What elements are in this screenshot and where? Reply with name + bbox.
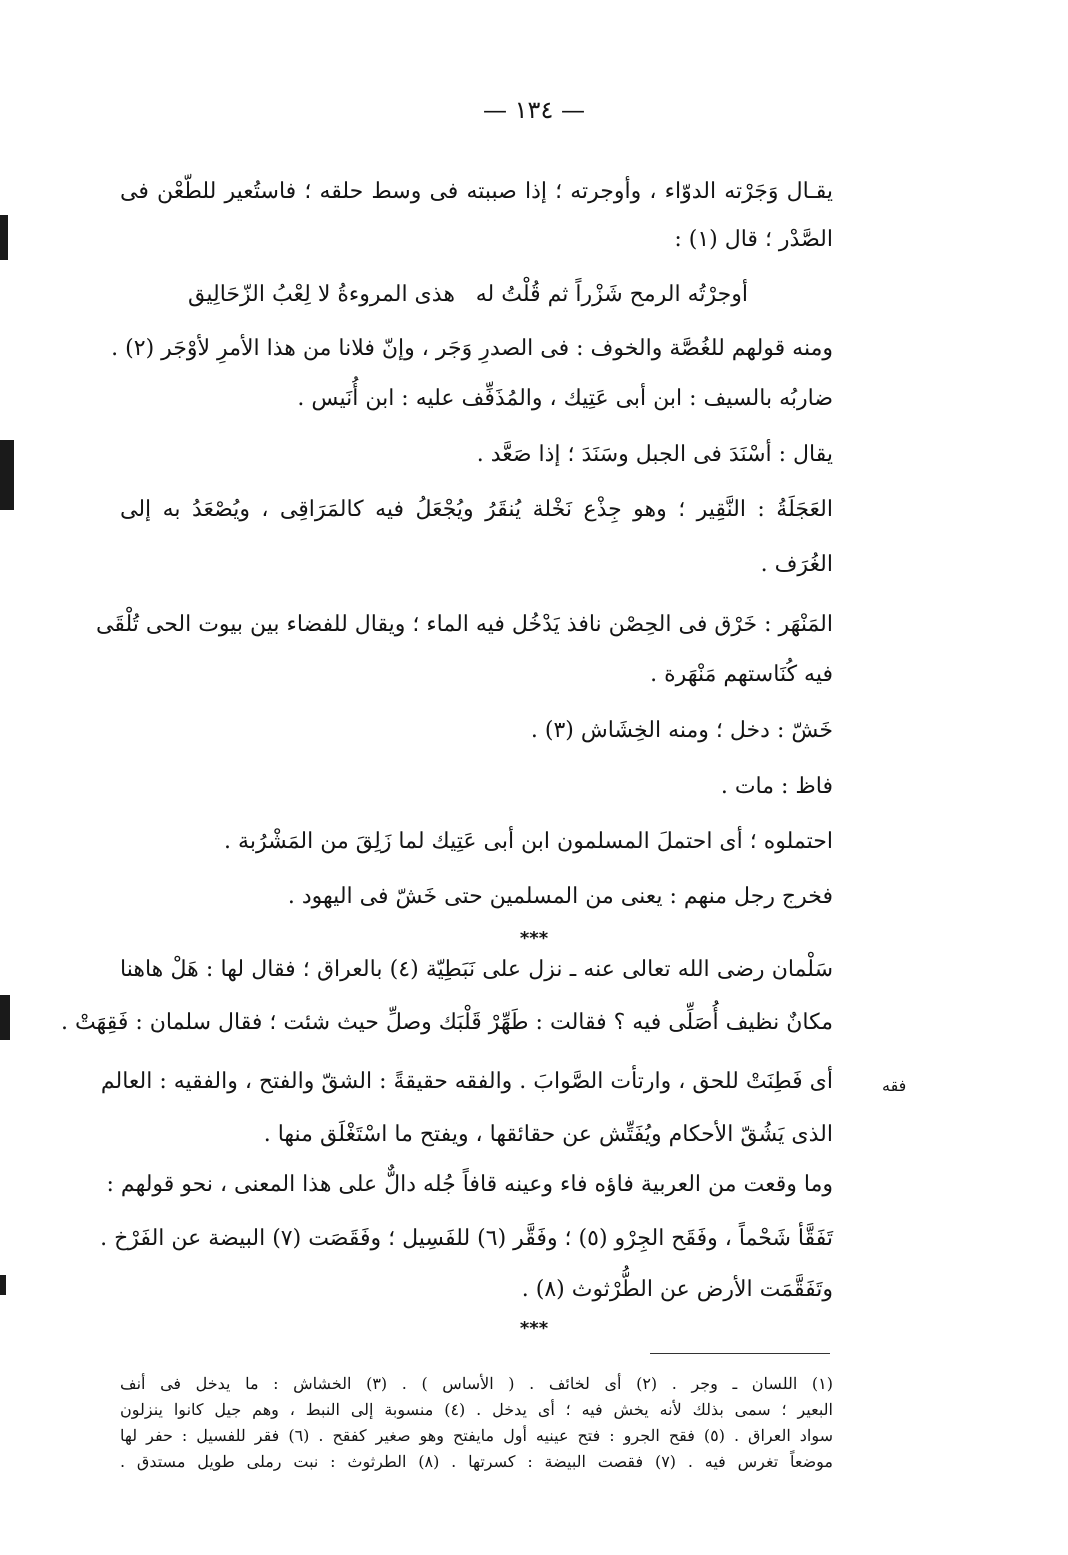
scan-edge-mark [0,995,10,1040]
section-separator: *** [519,1318,549,1339]
text-line: أى فَطِنَتْ للحق ، وارتأت الصَّوابَ . والفقه حقيقةً : الشقّ والفتح ، والفقيه : العالم [100,1069,833,1094]
text-line: فيه كُنَاستهم مَنْهَرة . [650,662,833,687]
text-line: ومنه قولهم للغُصَّة والخوف : فى الصدرِ وَجَر ، وإنّ فلانا من هذا الأمرِ لأوْجَر (٢) . [111,336,833,361]
text-line: وما وقعت من العربية فاؤه فاء وعينه قافاً جُله دالٌّ على هذا المعنى ، نحو قولهم : [106,1172,833,1197]
text-line: الغُرَف . [760,552,833,577]
text-line: تَفَقَّأ شَحْماً ، وفَقَح الجِرْو (٥) ؛ وفَقَّر (٦) للفَسِيل ؛ وفَقَصَت (٧) البيضة عن الفَرْخ . [100,1226,833,1251]
text-line: الصَّدْر ؛ قال (١) : [674,227,833,252]
text-line: ضاربُه بالسيف : ابن أبى عَتِيك ، والمُذَفِّف عليه : ابن أُنَيس . [297,386,833,411]
verse-hemistich: أوجرْتُه الرمح شَزْراً ثم قُلْتُ له [475,282,748,307]
section-separator: *** [519,928,549,949]
text-line: سَلْمان رضى الله تعالى عنه ـ نزل على نَبَطِيّة (٤) بالعراق ؛ فقال لها : هَلْ هاهنا [120,957,834,982]
text-line: يقال : أسْنَدَ فى الجبل وسَنَدَ ؛ إذا صَعَّد . [476,442,833,467]
text-line: فاظ : مات . [720,774,833,799]
scan-edge-mark [0,1275,6,1295]
margin-keyword: فقه [882,1076,907,1095]
verse-hemistich: هذى المروءةُ لا لِعْبُ الزّحَالِيق [188,282,455,307]
text-line: المَنْهَر : خَرْق فى الحِصْن نافذ يَدْخُل فيه الماء ؛ ويقال للفضاء بين بيوت الحى تُلْقَى [96,612,833,637]
footnote-line: موضعاً تغرس فيه . (٧) فقصت البيضة : كسرتها . (٨) الطرثوث : نبت رملى طويل مستدق . [120,1452,833,1471]
text-line: احتملوه ؛ أى احتملَ المسلمون ابن أبى عَتِيك لما زَلِقَ من المَشْرُبة . [224,829,833,854]
text-line: خَشّ : دخل ؛ ومنه الخِشَاش (٣) . [530,718,833,743]
footnote-line: سواد العراق . (٥) فقح الجرو : فتح عينيه أول مايفتح وهو صغير كفقح . (٦) فقر للفسيل : حفر لها [120,1426,833,1445]
text-line: الذى يَشُقّ الأحكام ويُفَتِّش عن حقائقها ، ويفتح ما اسْتَغْلَق منها . [263,1122,833,1147]
footnote-line: البعير ؛ سمى بذلك لأنه يخش فيه ؛ أى يدخل . (٤) منسوبة إلى النبط ، وهم جيل كانوا ينزلون [120,1400,834,1419]
footnote-line: (١) اللسان ـ وجر . (٢) أى لخائف . ( الأساس ) . (٣) الخشاش : ما يدخل فى أنف [120,1374,833,1393]
text-line: العَجَلَةُ : النَّقِير ؛ وهو جِذْع نَخْلة يُنقَرُ ويُجْعَلُ فيه كالمَرَاقِى ، ويُصْعَدُ به إلى [120,497,833,522]
scan-edge-mark [0,215,8,260]
text-line: وتَفَقَّمَت الأرض عن الطُّرْثوث (٨) . [521,1277,833,1302]
text-line: يقـال وَجَرْته الدوّاء ، وأوجرته ؛ إذا صببته فى وسط حلقه ؛ فاستُعير للطّعْن فى [120,179,833,204]
page-number: — ١٣٤ — [483,96,585,124]
footnote-rule [650,1353,830,1354]
scan-edge-mark [0,440,14,510]
text-line: مكانٌ نظيف أُصَلِّى فيه ؟ فقالت : طَهِّرْ قَلْبَك وصلِّ حيث شئت ؛ فقال سلمان : فَقِهَتْ . [60,1010,833,1035]
text-line: فخرج رجل منهم : يعنى من المسلمين حتى خَشّ فى اليهود . [287,884,833,909]
